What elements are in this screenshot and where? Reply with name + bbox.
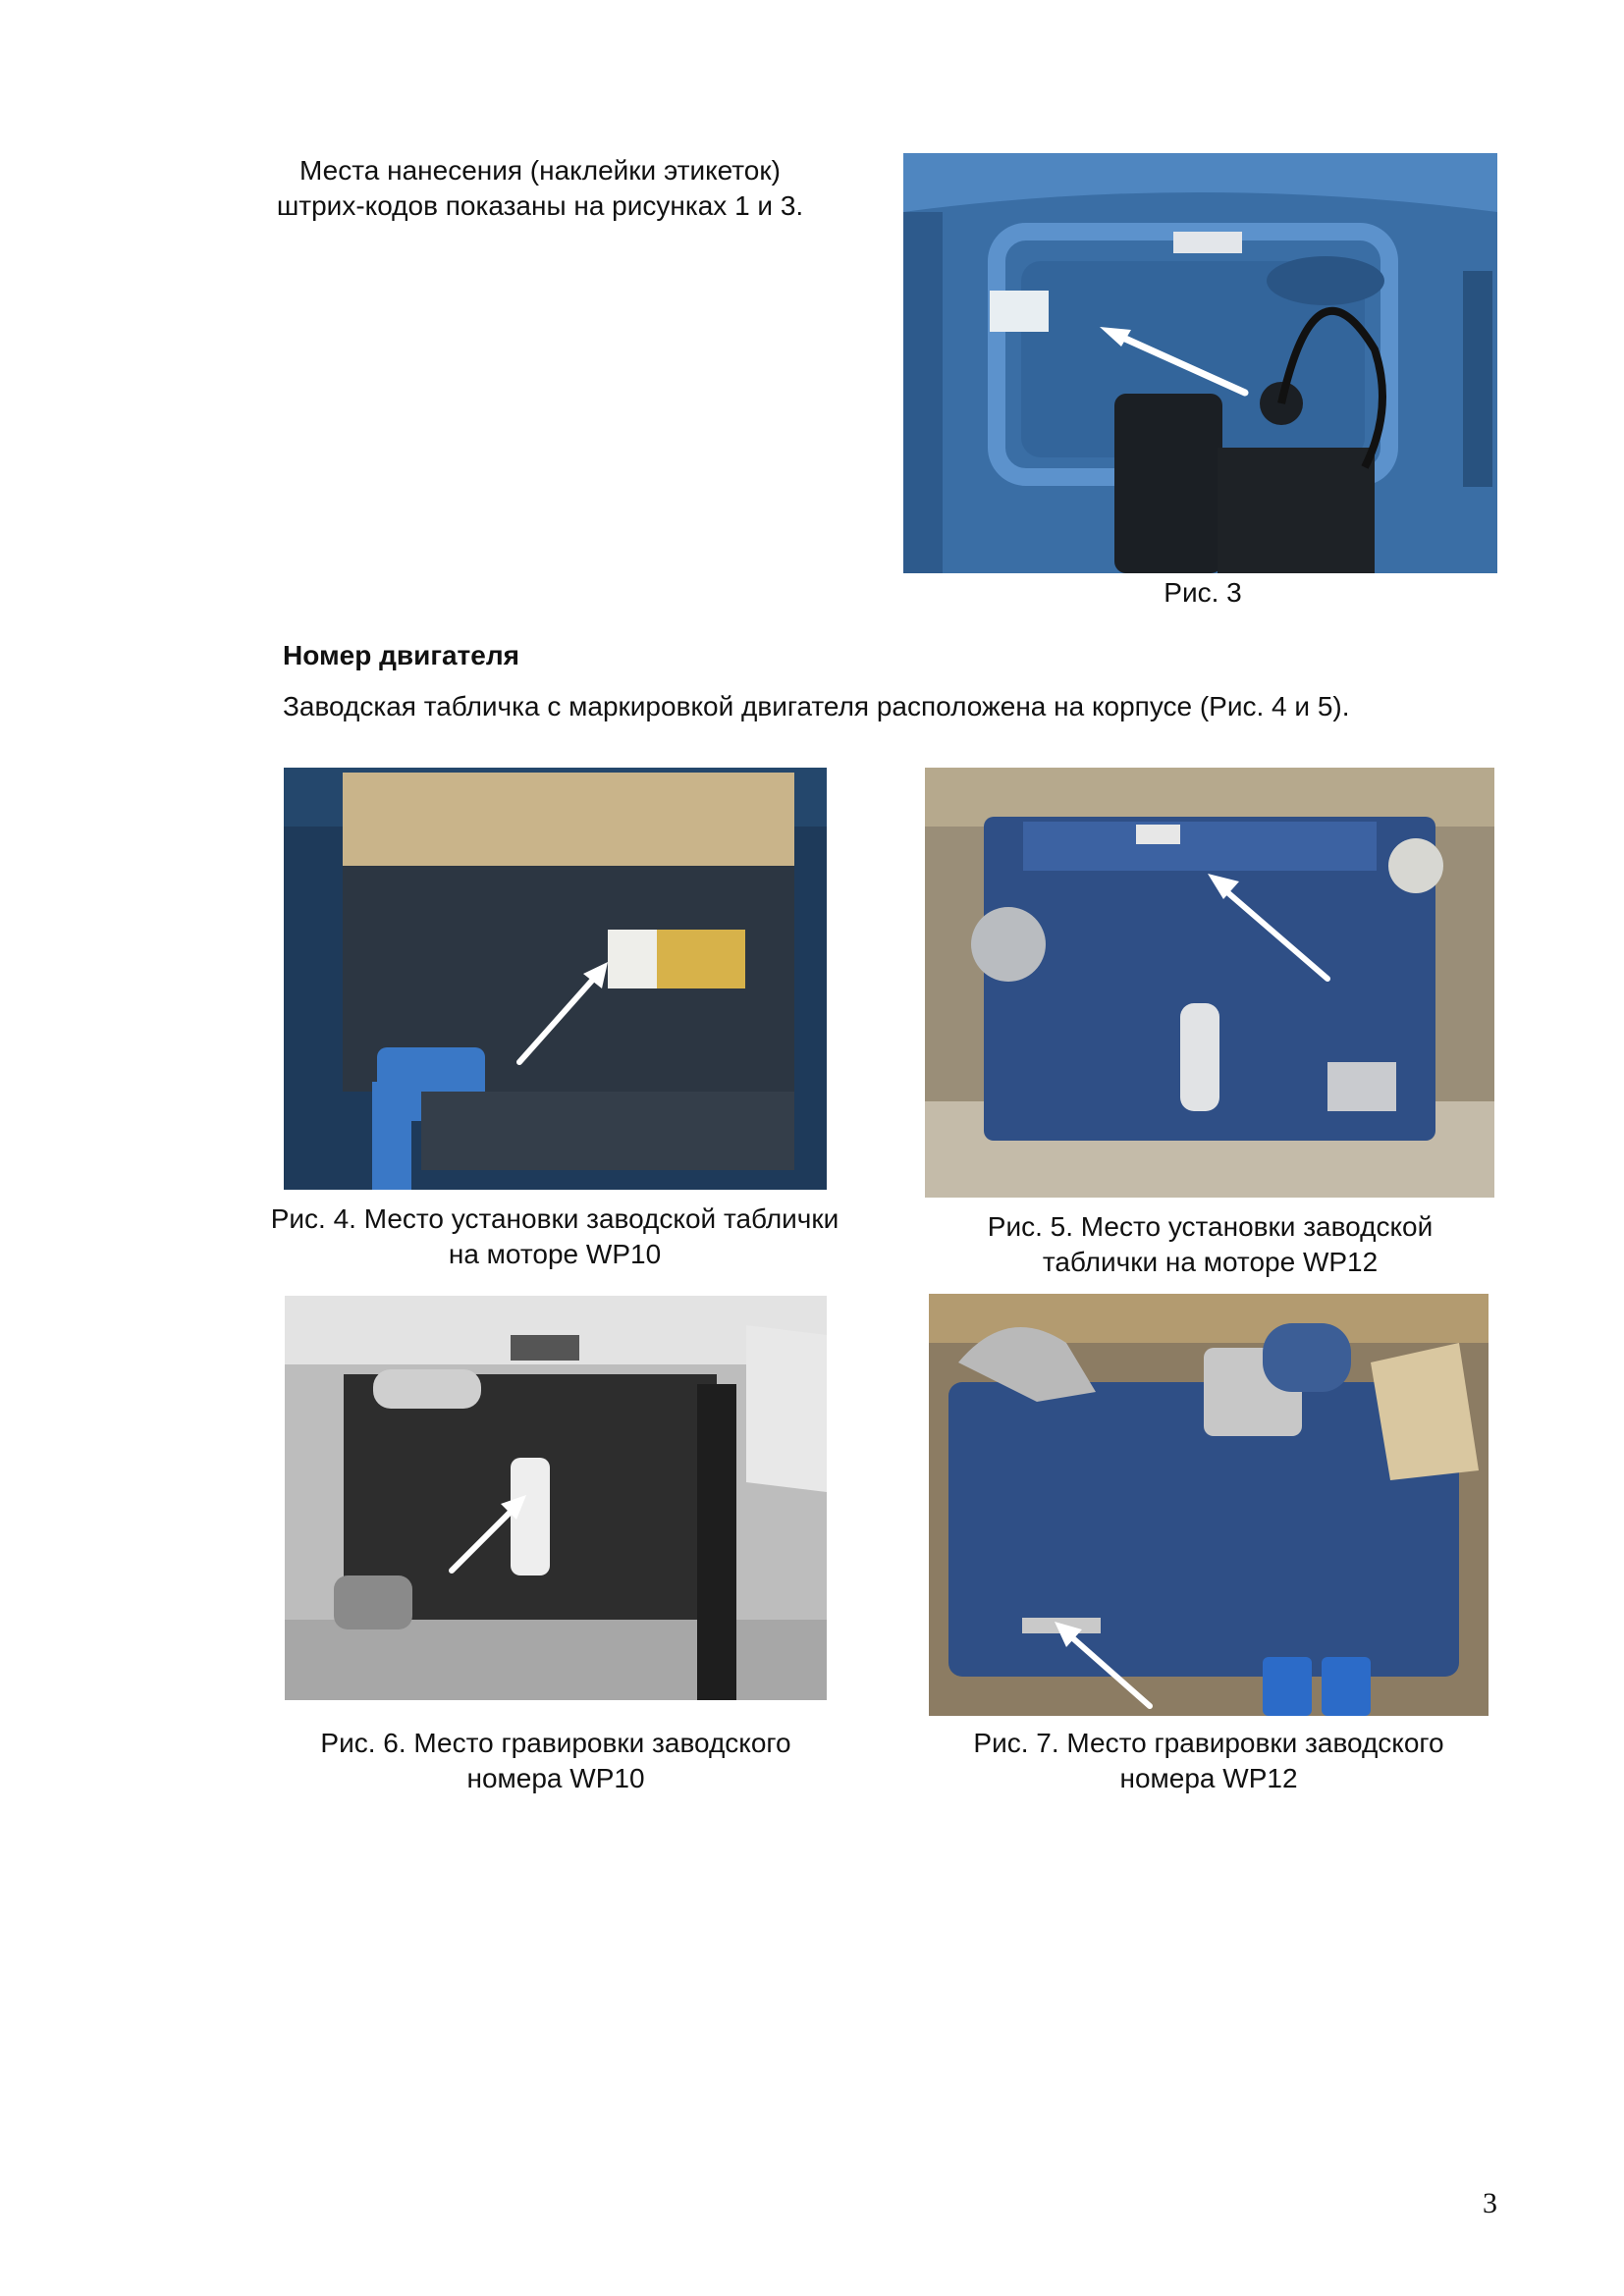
figure-3-caption: Рис. 3: [1164, 577, 1242, 608]
page-number: 3: [1483, 2187, 1497, 2219]
figure-5-caption: [908, 1209, 1512, 1280]
figure-4-caption-line-2: на моторе WP10: [448, 1239, 662, 1269]
intro-line-2: штрих-кодов показаны на рисунках 1 и 3.: [276, 190, 804, 221]
figure-7-photo: [929, 1294, 1489, 1716]
figure-4-caption: [226, 1201, 884, 1272]
figure-7-caption-line-2: номера WP12: [1119, 1763, 1298, 1793]
intro-text: [226, 153, 854, 224]
figure-6-caption-line-1: Рис. 6. Место гравировки заводского: [320, 1728, 791, 1758]
figure-7-caption: [898, 1726, 1519, 1796]
figure-6-caption-line-2: номера WP10: [466, 1763, 645, 1793]
figure-3-photo: [903, 153, 1497, 573]
figure-5-caption-line-1: Рис. 5. Место установки заводской: [987, 1211, 1434, 1242]
figure-5-caption-line-2: таблички на моторе WP12: [1042, 1247, 1379, 1277]
figure-6-caption: [255, 1726, 856, 1796]
figure-4-photo: [284, 768, 827, 1190]
figure-4-caption-line-1: Рис. 4. Место установки заводской таблички: [270, 1203, 839, 1234]
section-text: Заводская табличка с маркировкой двигателя расположена на корпусе (Рис. 4 и 5).: [283, 691, 1350, 721]
figure-6-photo: [285, 1296, 827, 1700]
figure-7-caption-line-1: Рис. 7. Место гравировки заводского: [973, 1728, 1444, 1758]
section-heading: Номер двигателя: [283, 640, 519, 670]
intro-line-1: Места нанесения (наклейки этикеток): [299, 155, 781, 186]
figure-5-photo: [925, 768, 1494, 1198]
